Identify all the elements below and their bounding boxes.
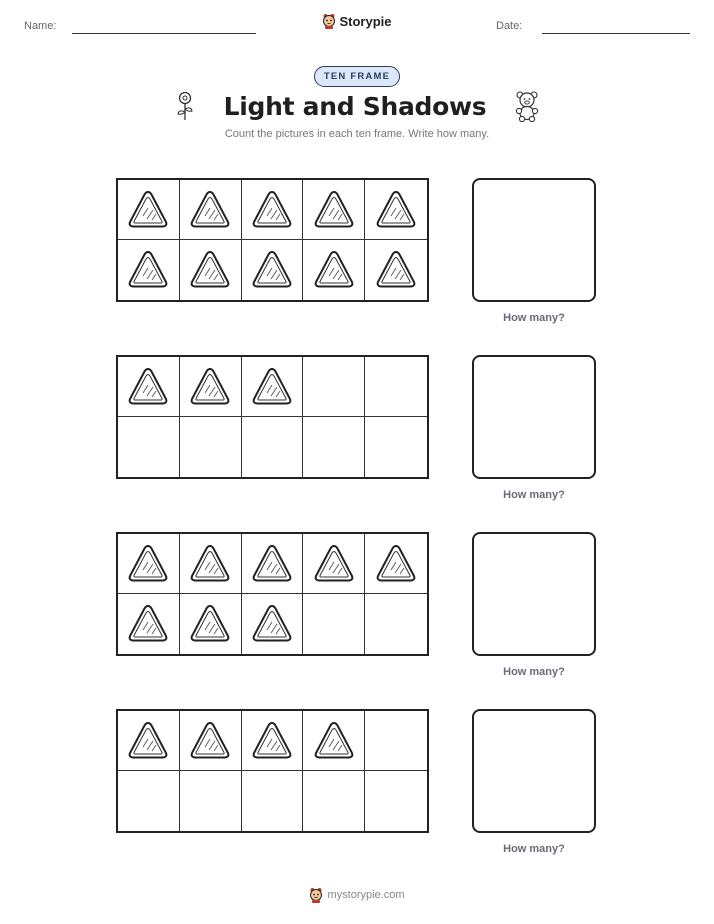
name-label: Name: — [24, 20, 57, 32]
triangle-prism-icon — [250, 720, 294, 762]
how-many-label-4: How many? — [503, 843, 565, 855]
triangle-prism-icon — [250, 366, 294, 408]
ten-frame-cell — [242, 534, 304, 594]
ten-frame-cell — [303, 711, 365, 771]
ten-frame-cell — [180, 417, 242, 477]
ten-frame-cell — [303, 594, 365, 654]
badge-wrap — [0, 66, 714, 87]
triangle-prism-icon — [374, 189, 418, 231]
triangle-prism-icon — [250, 543, 294, 585]
ten-frame-cell — [242, 417, 304, 477]
ten-frame-cell — [118, 357, 180, 417]
triangle-prism-icon — [250, 249, 294, 291]
triangle-prism-icon — [250, 189, 294, 231]
ten-frame-cell — [118, 534, 180, 594]
flower-icon — [174, 90, 196, 122]
ten-frame-cell — [180, 180, 242, 240]
ten-frame-cell — [365, 240, 427, 300]
answer-box-3[interactable] — [472, 532, 596, 656]
ten-frame-2 — [116, 355, 429, 479]
ten-frame-cell — [242, 711, 304, 771]
ten-frame-cell — [365, 180, 427, 240]
ten-frame-cell — [242, 594, 304, 654]
ten-frame-cell — [118, 711, 180, 771]
ten-frame-cell — [180, 357, 242, 417]
date-line[interactable] — [542, 33, 690, 34]
triangle-prism-icon — [250, 603, 294, 645]
ten-frame-cell — [180, 240, 242, 300]
ten-frame-cell — [118, 771, 180, 831]
storypie-logo-icon — [322, 13, 336, 29]
title-row — [0, 90, 714, 122]
ten-frame-cell — [365, 357, 427, 417]
triangle-prism-icon — [188, 249, 232, 291]
triangle-prism-icon — [126, 720, 170, 762]
ten-frame-cell — [303, 771, 365, 831]
ten-frame-cell — [242, 180, 304, 240]
brand-name: Storypie — [339, 13, 392, 29]
triangle-prism-icon — [374, 249, 418, 291]
ten-frame-cell — [118, 180, 180, 240]
triangle-prism-icon — [374, 543, 418, 585]
ten-frame-cell — [242, 771, 304, 831]
ten-frame-cell — [303, 180, 365, 240]
footer — [0, 887, 714, 908]
footer-url: mystorypie.com — [327, 889, 405, 901]
triangle-prism-icon — [126, 366, 170, 408]
triangle-prism-icon — [188, 189, 232, 231]
ten-frame-cell — [303, 240, 365, 300]
category-badge: TEN FRAME — [314, 66, 400, 87]
ten-frame-cell — [180, 771, 242, 831]
ten-frame-1 — [116, 178, 429, 302]
ten-frame-cell — [303, 357, 365, 417]
triangle-prism-icon — [312, 543, 356, 585]
triangle-prism-icon — [312, 189, 356, 231]
triangle-prism-icon — [126, 249, 170, 291]
triangle-prism-icon — [126, 189, 170, 231]
ten-frame-cell — [365, 711, 427, 771]
instructions: Count the pictures in each ten frame. Write how many. — [224, 128, 490, 140]
ten-frame-4 — [116, 709, 429, 833]
triangle-prism-icon — [188, 603, 232, 645]
brand — [0, 13, 714, 34]
how-many-label-2: How many? — [503, 489, 565, 501]
ten-frame-cell — [365, 771, 427, 831]
triangle-prism-icon — [188, 720, 232, 762]
page-title: Light and Shadows — [223, 91, 487, 121]
triangle-prism-icon — [126, 603, 170, 645]
ten-frame-cell — [180, 534, 242, 594]
triangle-prism-icon — [312, 249, 356, 291]
storypie-logo-icon — [309, 887, 323, 903]
ten-frame-cell — [242, 240, 304, 300]
ten-frame-cell — [365, 594, 427, 654]
triangle-prism-icon — [126, 543, 170, 585]
teddy-bear-icon — [514, 90, 540, 122]
ten-frame-cell — [303, 417, 365, 477]
ten-frame-cell — [242, 357, 304, 417]
how-many-label-3: How many? — [503, 666, 565, 678]
triangle-prism-icon — [312, 720, 356, 762]
answer-box-1[interactable] — [472, 178, 596, 302]
ten-frame-cell — [180, 711, 242, 771]
ten-frame-cell — [180, 594, 242, 654]
answer-box-4[interactable] — [472, 709, 596, 833]
triangle-prism-icon — [188, 366, 232, 408]
ten-frame-cell — [118, 240, 180, 300]
ten-frame-cell — [118, 594, 180, 654]
triangle-prism-icon — [188, 543, 232, 585]
ten-frame-cell — [365, 417, 427, 477]
how-many-label-1: How many? — [503, 312, 565, 324]
ten-frame-3 — [116, 532, 429, 656]
date-label: Date: — [496, 20, 523, 32]
ten-frame-cell — [118, 417, 180, 477]
answer-box-2[interactable] — [472, 355, 596, 479]
ten-frame-cell — [303, 534, 365, 594]
ten-frame-cell — [365, 534, 427, 594]
